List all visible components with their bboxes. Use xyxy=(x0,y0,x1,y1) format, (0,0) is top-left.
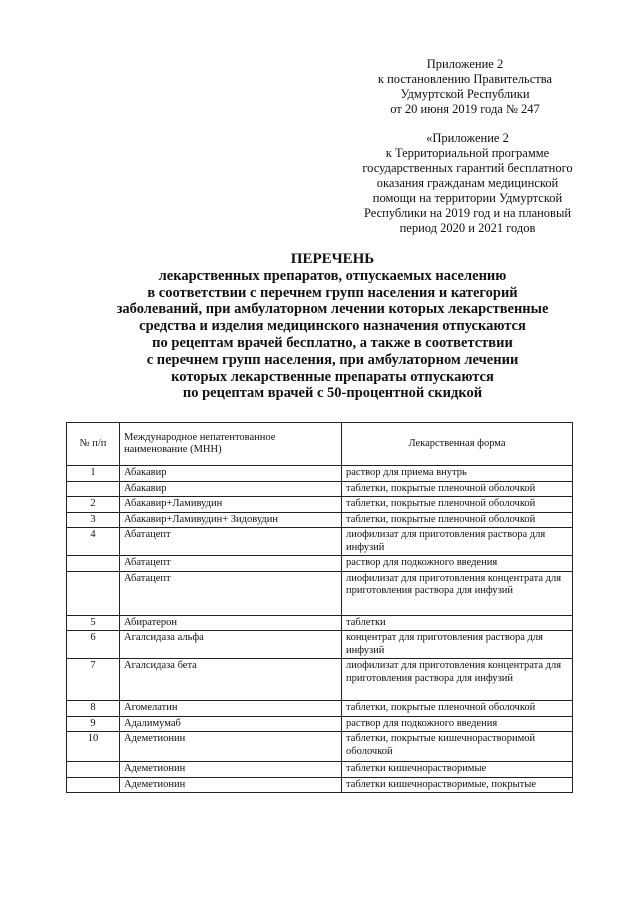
row-form: таблетки, покрытые пленочной оболочкой xyxy=(342,481,573,497)
row-number: 1 xyxy=(67,466,120,482)
row-inn: Абатацепт xyxy=(120,528,342,556)
title-line: которых лекарственные препараты отпускаются xyxy=(171,368,494,385)
row-number: 10 xyxy=(67,732,120,762)
title-line: средства и изделия медицинского назначения отпускаются xyxy=(139,318,526,335)
title-line: заболеваний, при амбулаторном лечении которых лекарственные xyxy=(116,301,549,318)
row-number: 5 xyxy=(67,615,120,631)
table-row xyxy=(67,571,573,615)
row-inn: Абакавир+Ламивудин+ Зидовудин xyxy=(120,512,342,528)
annex-line: Удмуртской Республики xyxy=(400,87,530,101)
row-inn: Абатацепт xyxy=(120,556,342,572)
row-form: раствор для приема внутрь xyxy=(342,466,573,482)
annex-line: «Приложение 2 xyxy=(426,131,509,145)
row-inn: Абакавир xyxy=(120,466,342,482)
row-form: таблетки кишечнорастворимые, покрытые xyxy=(342,777,573,793)
row-inn: Адеметионин xyxy=(120,762,342,778)
annex-line: оказания гражданам медицинской xyxy=(376,176,559,190)
table-row xyxy=(67,762,573,778)
row-form: таблетки кишечнорастворимые xyxy=(342,762,573,778)
title-line: по рецептам врачей бесплатно, а также в соответствии xyxy=(152,334,513,351)
row-number: 9 xyxy=(67,716,120,732)
table-row xyxy=(67,497,573,513)
table-row xyxy=(67,659,573,701)
row-inn: Агалсидаза альфа xyxy=(120,631,342,659)
title-heading: ПЕРЕЧЕНЬ xyxy=(290,251,375,267)
header-inn: Международное непатентованное наименование (МНН) xyxy=(120,423,342,466)
row-number xyxy=(67,571,120,615)
annex-line: государственных гарантий бесплатного xyxy=(362,161,573,175)
table-header-row xyxy=(67,423,573,466)
annex-header xyxy=(360,57,570,117)
row-form: таблетки, покрытые кишечнорастворимой оболочкой xyxy=(342,732,573,762)
row-number xyxy=(67,762,120,778)
row-inn: Абатацепт xyxy=(120,571,342,615)
row-form: таблетки, покрытые пленочной оболочкой xyxy=(342,497,573,513)
row-inn: Адеметионин xyxy=(120,732,342,762)
row-inn: Адалимумаб xyxy=(120,716,342,732)
table-row xyxy=(67,512,573,528)
row-form: лиофилизат для приготовления раствора для инфузий xyxy=(342,528,573,556)
annex-line: к постановлению Правительства xyxy=(377,72,553,86)
table-row xyxy=(67,466,573,482)
title-line: по рецептам врачей с 50-процентной скидкой xyxy=(182,385,483,402)
row-inn: Абакавир+Ламивудин xyxy=(120,497,342,513)
row-form: таблетки xyxy=(342,615,573,631)
header-form: Лекарственная форма xyxy=(342,423,573,466)
row-number: 8 xyxy=(67,701,120,717)
row-form: лиофилизат для приготовления концентрата для приготовления раствора для инфузий xyxy=(342,659,573,701)
table-row xyxy=(67,732,573,762)
row-number: 7 xyxy=(67,659,120,701)
table-row xyxy=(67,615,573,631)
row-form: таблетки, покрытые пленочной оболочкой xyxy=(342,701,573,717)
row-inn: Агалсидаза бета xyxy=(120,659,342,701)
title-line: с перечнем групп населения, при амбулаторном лечении xyxy=(146,351,519,368)
table-row xyxy=(67,631,573,659)
table-row xyxy=(67,528,573,556)
row-number: 4 xyxy=(67,528,120,556)
row-form: раствор для подкожного введения xyxy=(342,556,573,572)
table-row xyxy=(67,716,573,732)
row-form: раствор для подкожного введения xyxy=(342,716,573,732)
row-number xyxy=(67,481,120,497)
title-line: лекарственных препаратов, отпускаемых населению xyxy=(158,267,507,284)
annex-line: Республики на 2019 год и на плановый xyxy=(363,206,572,220)
table-row xyxy=(67,481,573,497)
table-body xyxy=(67,466,573,793)
title-line: в соответствии с перечнем групп населения и категорий xyxy=(147,284,518,301)
annex-inner xyxy=(355,131,580,236)
annex-line: Приложение 2 xyxy=(426,57,504,71)
row-number xyxy=(67,777,120,793)
row-form: концентрат для приготовления раствора для инфузий xyxy=(342,631,573,659)
annex-line: к Территориальной программе xyxy=(385,146,550,160)
table-row xyxy=(67,556,573,572)
row-number: 6 xyxy=(67,631,120,659)
row-inn: Абакавир xyxy=(120,481,342,497)
drug-table xyxy=(66,422,573,793)
annex-line: помощи на территории Удмуртской xyxy=(372,191,563,205)
row-inn: Адеметионин xyxy=(120,777,342,793)
annex-line: от 20 июня 2019 года № 247 xyxy=(390,102,540,116)
row-number xyxy=(67,556,120,572)
document-title xyxy=(60,251,605,402)
row-number: 2 xyxy=(67,497,120,513)
table-row xyxy=(67,777,573,793)
row-inn: Агомелатин xyxy=(120,701,342,717)
row-form: таблетки, покрытые пленочной оболочкой xyxy=(342,512,573,528)
row-form: лиофилизат для приготовления концентрата для приготовления раствора для инфузий xyxy=(342,571,573,615)
table-row xyxy=(67,701,573,717)
header-number: № п/п xyxy=(67,423,120,466)
row-inn: Абиратерон xyxy=(120,615,342,631)
annex-line: период 2020 и 2021 годов xyxy=(399,221,536,235)
row-number: 3 xyxy=(67,512,120,528)
